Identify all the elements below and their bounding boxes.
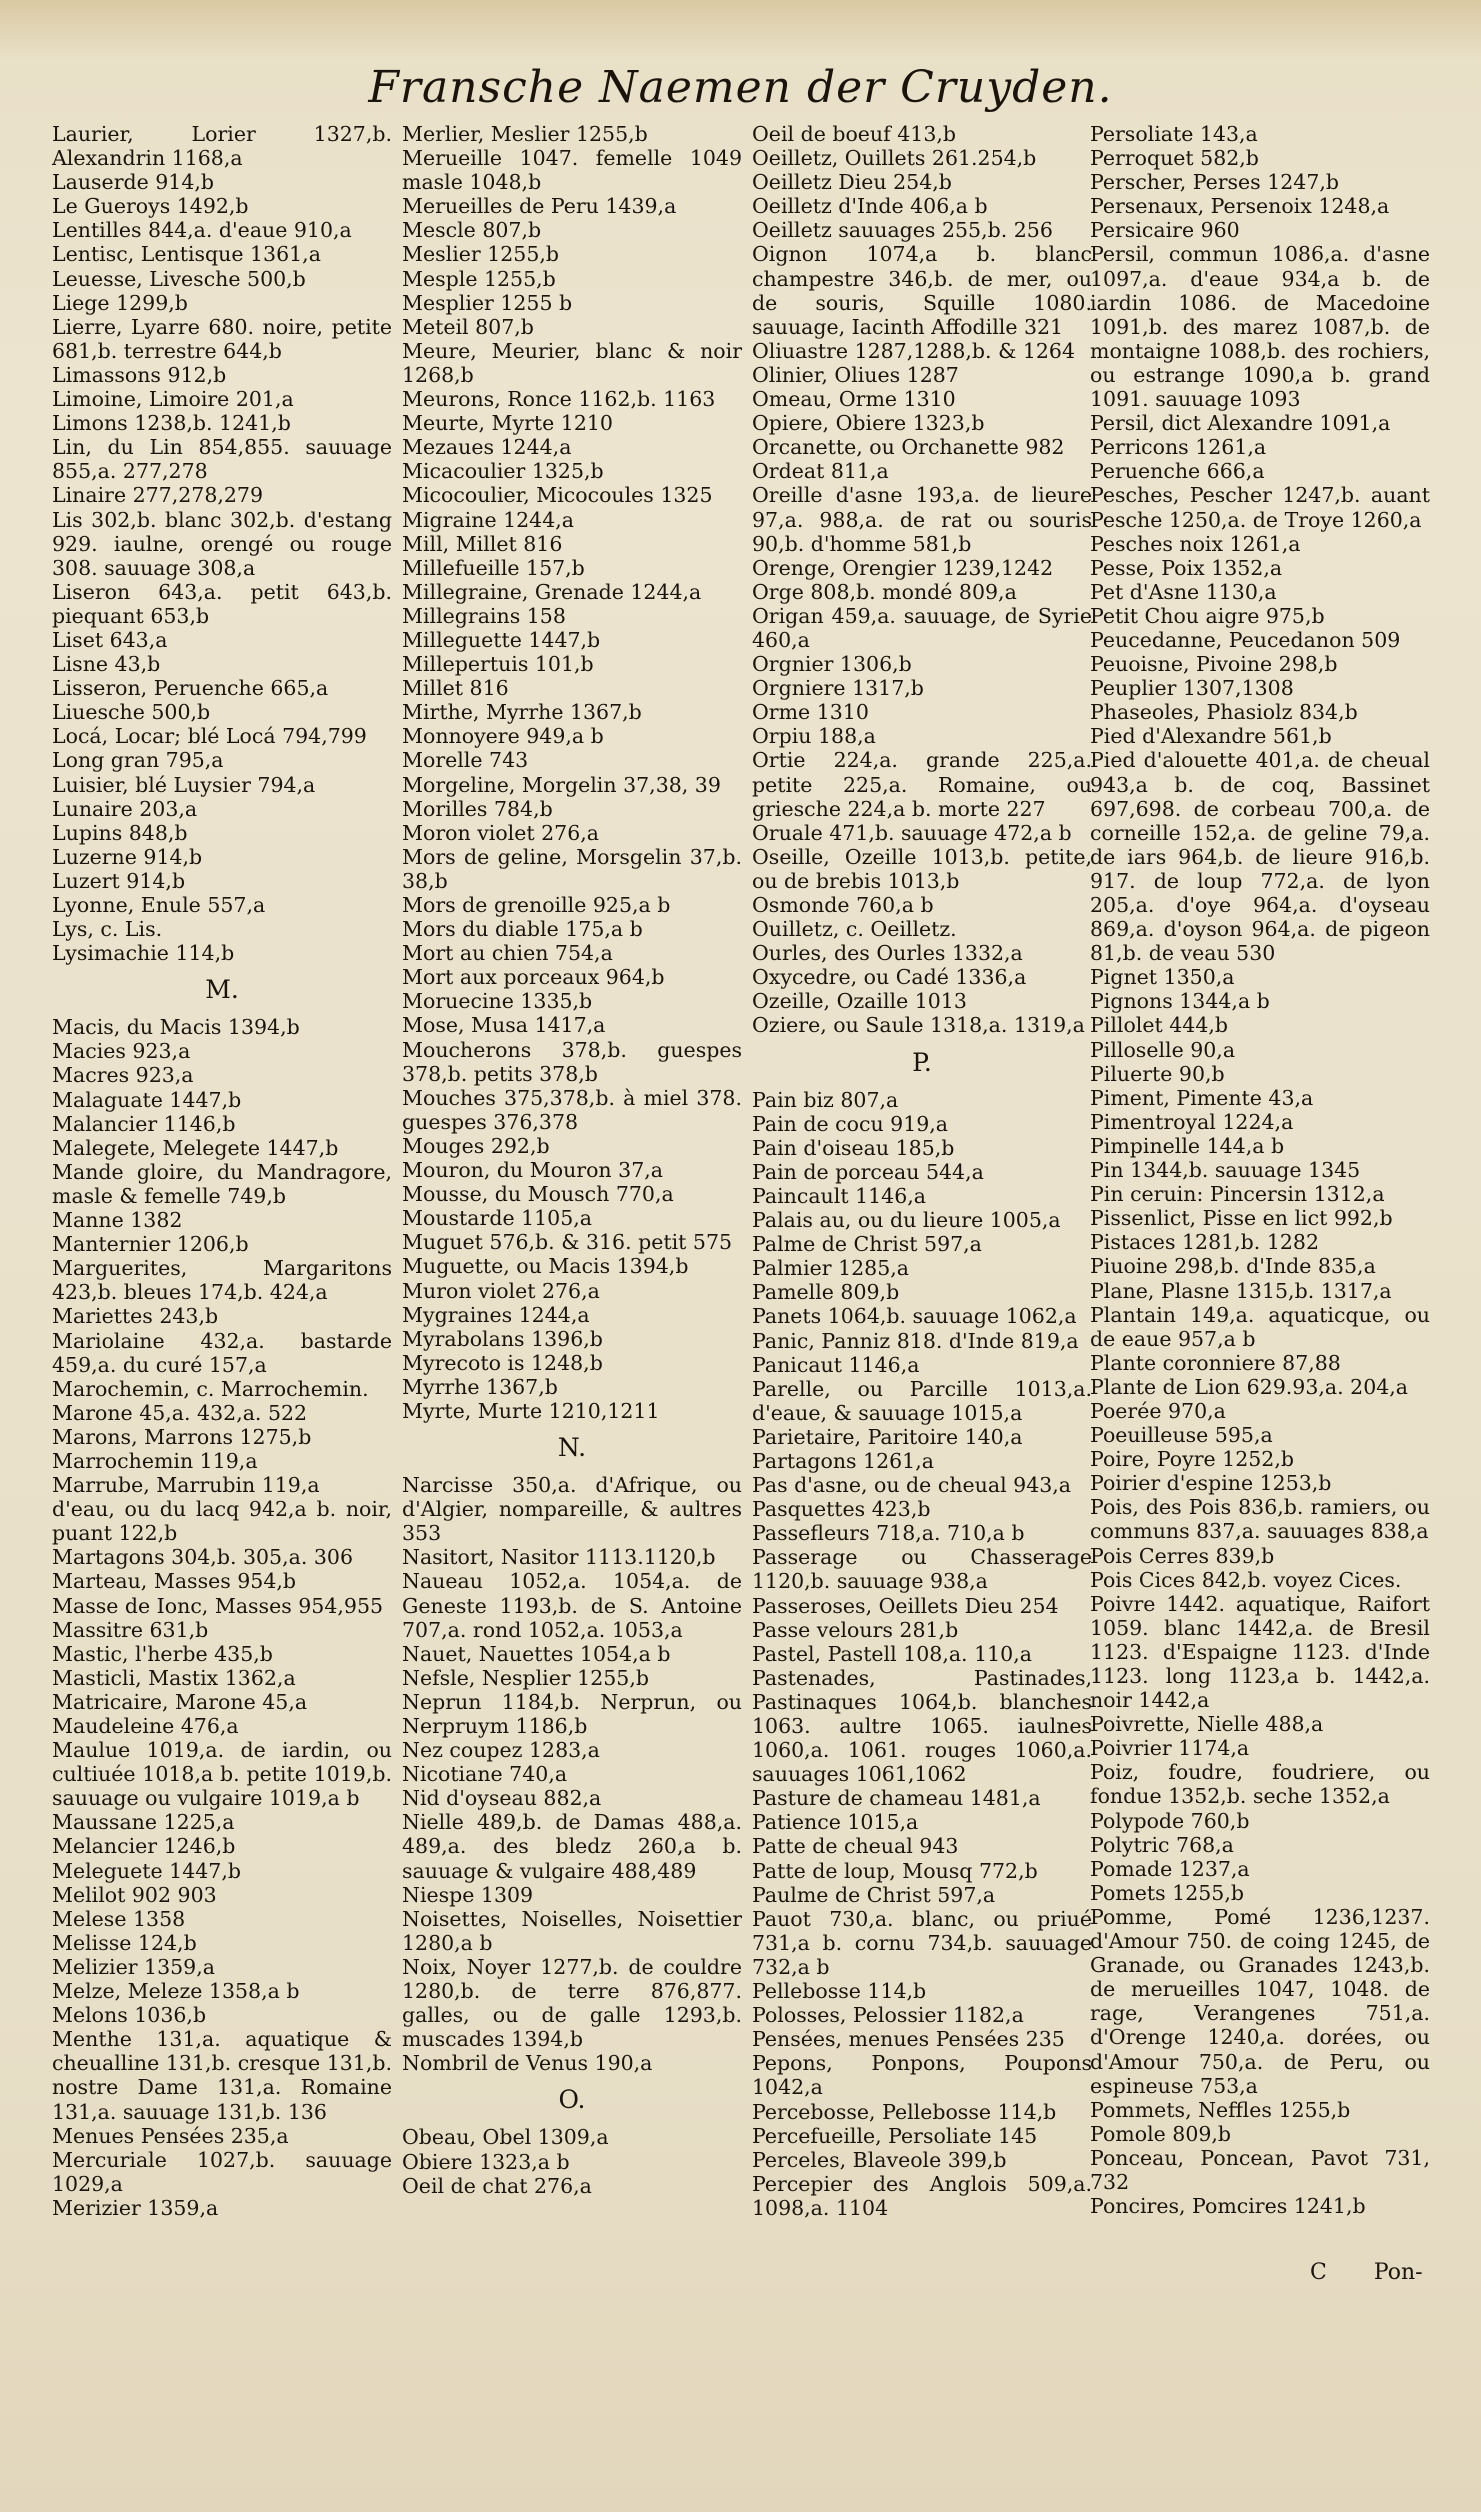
index-entry: Pasture de chameau 1481,a bbox=[752, 1786, 1041, 1811]
column-2 bbox=[402, 122, 742, 2198]
index-entry: Moustarde 1105,a bbox=[402, 1206, 592, 1231]
index-entry: Micocoulier, Micocoules 1325 bbox=[402, 483, 713, 508]
index-entry: Nauet, Nauettes 1054,a b bbox=[402, 1641, 671, 1666]
index-entry: Mouges 292,b bbox=[402, 1133, 550, 1158]
index-entry: Meteil 807,b bbox=[402, 314, 534, 339]
index-entry: Palme de Christ 597,a bbox=[752, 1232, 982, 1257]
index-entry: Merueilles de Peru 1439,a bbox=[402, 194, 677, 219]
index-entry: Orme 1310 bbox=[752, 700, 869, 725]
index-entry: Mauluе 1019,a. de iardin, ou cultiuée 1018,a b. petite 1019,b. sauuage ou vulgaire 1019,a b bbox=[52, 1738, 392, 1811]
index-entry: Persicaire 960 bbox=[1090, 218, 1240, 243]
index-entry: Merizier 1359,a bbox=[52, 2195, 219, 2220]
index-entry: d'eau, ou du lacq 942,a b. noir, puant 122,b bbox=[52, 1497, 392, 1546]
index-entry: Migraine 1244,a bbox=[402, 507, 575, 532]
index-entry: Limons 1238,b. 1241,b bbox=[52, 411, 291, 436]
index-entry: Marteau, Masses 954,b bbox=[52, 1569, 297, 1594]
index-entry: Laurier, Lorier 1327,b. Alexandrin 1168,a bbox=[52, 122, 392, 171]
index-entry: Mors de geline, Morsgelin 37,b. 38,b bbox=[402, 844, 742, 893]
section-letter: P. bbox=[912, 1047, 932, 1077]
index-entry: Passerage ou Chasserage 1120,b. sauuage 938,a bbox=[752, 1545, 1092, 1594]
index-entry: Lysimachie 114,b bbox=[52, 941, 235, 966]
index-entry: Lyonne, Enule 557,a bbox=[52, 893, 266, 917]
index-entry: Palais au, ou du lieure 1005,a bbox=[752, 1208, 1061, 1233]
index-entry: Perricons 1261,a bbox=[1090, 435, 1267, 460]
index-entry: Pain d'oiseau 185,b bbox=[752, 1135, 955, 1160]
index-entry: Pin 1344,b. sauuage 1345 bbox=[1090, 1158, 1361, 1183]
index-entry: Masticli, Mastix 1362,a bbox=[52, 1665, 296, 1690]
index-entry: Menues Pensées 235,a bbox=[52, 2123, 289, 2148]
index-entry: Macis, du Macis 1394,b bbox=[52, 1015, 300, 1040]
index-entry: Poirier d'espine 1253,b bbox=[1090, 1471, 1332, 1496]
index-entry: Moucherons 378,b. guespes 378,b. petits 378,b bbox=[402, 1037, 742, 1086]
index-entry: Percefueille, Persoliate 145 bbox=[752, 2123, 1038, 2148]
index-entry: Persil, commun 1086,a. d'asne 1097,a. d'eaue 934,a b. de iardin 1086. de Macedoine 1091,b. des marez 1087,b. de montaigne 1088,b. des rochiers, ou estrange 1090,a b. grand 1091. sauuage 1093 bbox=[1090, 242, 1430, 412]
index-entry: Oseille, Ozeille 1013,b. petite, ou de brebis 1013,b bbox=[752, 844, 1092, 893]
index-entry: Piment, Pimente 43,a bbox=[1090, 1085, 1314, 1110]
index-entry: Mesple 1255,b bbox=[402, 266, 556, 291]
index-entry: Obiere 1323,a b bbox=[402, 2149, 570, 2174]
index-entry: Pellebosse 114,b bbox=[752, 1979, 927, 2004]
index-entry: Macres 923,a bbox=[52, 1063, 194, 1088]
index-entry: Poerée 970,a bbox=[1090, 1398, 1226, 1423]
index-entry: Mouches 375,378,b. à miel 378. guespes 376,378 bbox=[402, 1085, 742, 1134]
index-entry: Lis 302,b. blanc 302,b. d'estang 929. iaulne, orengé ou rouge 308. sauuage 308,a bbox=[52, 507, 392, 580]
index-entry: Limassons 912,b bbox=[52, 362, 227, 387]
index-entry: Pesse, Poix 1352,a bbox=[1090, 555, 1283, 580]
catchword: Pon- bbox=[1373, 2260, 1423, 2285]
index-entry: Pomme, Pomé 1236,1237. d'Amour 750. de coing 1245, de Granade, ou Granades 1243,b. de merueilles 1047, 1048. de rage, Verangenes 751,a. d'Orenge 1240,a. dorées, ou d'Amour 750,a. de Peru, ou espineuse 753,a bbox=[1090, 1904, 1430, 2098]
index-entry: Polosses, Pelossier 1182,a bbox=[752, 2003, 1024, 2028]
index-entry: Merlier, Meslier 1255,b bbox=[402, 122, 648, 146]
index-entry: Mirthe, Myrrhe 1367,b bbox=[402, 700, 642, 725]
index-entry: Menthe 131,a. aquatique & cheualline 131,b. cresque 131,b. nostre Dame 131,a. Romaine 131,a. sauuage 131,b. 136 bbox=[52, 2027, 392, 2124]
index-entry: Passe velours 281,b bbox=[752, 1617, 959, 1642]
index-entry: Manne 1382 bbox=[52, 1208, 183, 1233]
index-entry: Obeau, Obel 1309,a bbox=[402, 2125, 609, 2150]
index-entry: Persoliate 143,a bbox=[1090, 122, 1258, 146]
index-entry: Pommets, Neffles 1255,b bbox=[1090, 2097, 1351, 2122]
index-entry: Omeau, Orme 1310 bbox=[752, 387, 956, 412]
index-entry: Pet d'Asne 1130,a bbox=[1090, 579, 1277, 604]
index-entry: Pied d'Alexandre 561,b bbox=[1090, 724, 1332, 749]
index-entry: Lierre, Lyarre 680. noire, petite 681,b. terrestre 644,b bbox=[52, 314, 392, 363]
index-entry: Osmonde 760,a b bbox=[752, 893, 934, 917]
index-entry: Noisettes, Noiselles, Noisettier 1280,a b bbox=[402, 1906, 742, 1955]
index-entry: Pain de cocu 919,a bbox=[752, 1111, 949, 1136]
index-entry: Percepier des Anglois 509,a. 1098,a. 1104 bbox=[752, 2171, 1092, 2220]
index-entry: Nefsle, Nesplier 1255,b bbox=[402, 1665, 649, 1690]
index-entry: Oignon 1074,a b. blanc champestre 346,b. de mer, ou de souris, Squille 1080. sauuage, Iacinth Affodille 321 bbox=[752, 242, 1092, 339]
index-entry: Lys, c. Lis. bbox=[52, 917, 163, 942]
index-entry: Melisse 124,b bbox=[52, 1930, 197, 1955]
index-entry: Ouilletz, c. Oeilletz. bbox=[752, 917, 957, 942]
index-entry: Patte de loup, Mousq 772,b bbox=[752, 1858, 1038, 1883]
index-entry: Locá, Locar; blé Locá 794,799 bbox=[52, 724, 367, 749]
index-entry: Matricaire, Marone 45,a bbox=[52, 1689, 308, 1714]
index-entry: Mors du diable 175,a b bbox=[402, 917, 643, 942]
index-entry: Long gran 795,a bbox=[52, 748, 224, 773]
index-entry: Piluerte 90,b bbox=[1090, 1061, 1225, 1086]
index-entry: Plante coronniere 87,88 bbox=[1090, 1350, 1341, 1375]
signature-mark: C bbox=[1310, 2260, 1327, 2285]
index-entry: Oreille d'asne 193,a. de lieure 97,a. 988,a. de rat ou souris 90,b. d'homme 581,b bbox=[752, 483, 1092, 556]
index-entry: Perscher, Perses 1247,b bbox=[1090, 170, 1340, 195]
index-entry: Oruale 471,b. sauuage 472,a b bbox=[752, 820, 1072, 845]
index-entry: Liuesche 500,b bbox=[52, 700, 211, 725]
index-entry: Poiz, foudre, foudriere, ou fondue 1352,b. seche 1352,a bbox=[1090, 1760, 1430, 1809]
index-entry: Mors de grenoille 925,a b bbox=[402, 893, 671, 917]
index-entry: Luisier, blé Luysier 794,a bbox=[52, 772, 316, 797]
index-entry: Mort aux porceaux 964,b bbox=[402, 965, 665, 990]
index-entry: Macies 923,a bbox=[52, 1039, 191, 1064]
index-entry: Limoine, Limoire 201,a bbox=[52, 387, 294, 412]
index-entry: Poivrier 1174,a bbox=[1090, 1736, 1250, 1761]
index-entry: Masse de Ionc, Masses 954,955 bbox=[52, 1593, 384, 1618]
index-entry: Pomets 1255,b bbox=[1090, 1880, 1244, 1905]
index-entry: Micacoulier 1325,b bbox=[402, 459, 604, 484]
index-entry: Monnoyere 949,a b bbox=[402, 724, 604, 749]
index-entry: Myrrhe 1367,b bbox=[402, 1374, 558, 1399]
index-entry: Pas d'asne, ou de cheual 943,a bbox=[752, 1473, 1072, 1498]
index-entry: Pin ceruin: Pincersin 1312,a bbox=[1090, 1182, 1385, 1207]
catchword-line bbox=[1270, 2260, 1423, 2285]
index-entry: Partagons 1261,a bbox=[752, 1448, 934, 1473]
index-entry: Pain biz 807,a bbox=[752, 1087, 899, 1112]
index-entry: Marrube, Marrubin 119,a bbox=[52, 1473, 320, 1498]
index-entry: Pesches noix 1261,a bbox=[1090, 531, 1301, 556]
index-entry: Myrte, Murte 1210,1211 bbox=[402, 1398, 660, 1423]
index-entry: Pignons 1344,a b bbox=[1090, 989, 1270, 1014]
index-entry: Mouron, du Mouron 37,a bbox=[402, 1158, 663, 1183]
index-entry: Ourles, des Ourles 1332,a bbox=[752, 941, 1023, 966]
index-entry: Oxycedre, ou Cadé 1336,a bbox=[752, 965, 1027, 990]
index-entry: Mescle 807,b bbox=[402, 218, 542, 243]
index-entry: Pois Cerres 839,b bbox=[1090, 1543, 1275, 1568]
index-entry: Poire, Poyre 1252,b bbox=[1090, 1447, 1294, 1472]
index-entry: Pistaces 1281,b. 1282 bbox=[1090, 1230, 1319, 1255]
index-entry: Mercuriale 1027,b. sauuage 1029,a bbox=[52, 2147, 392, 2196]
index-entry: Marone 45,a. 432,a. 522 bbox=[52, 1400, 308, 1425]
index-entry: Plante de Lion 629.93,a. 204,a bbox=[1090, 1374, 1409, 1399]
index-entry: Pain de porceau 544,a bbox=[752, 1159, 984, 1184]
index-entry: Myrecoto is 1248,b bbox=[402, 1350, 603, 1375]
index-entry: Peucedanne, Peucedanon 509 bbox=[1090, 627, 1401, 652]
index-entry: Pauot 730,a. blanc, ou priué 731,a b. cornu 734,b. sauuage 732,a b bbox=[752, 1906, 1092, 1979]
index-entry: Leuesse, Livesche 500,b bbox=[52, 266, 306, 291]
index-entry: Pimpinelle 144,a b bbox=[1090, 1133, 1285, 1158]
index-entry: Millepertuis 101,b bbox=[402, 652, 594, 677]
index-entry: Morelle 743 bbox=[402, 748, 529, 773]
index-entry: Pissenlict, Pisse en lict 992,b bbox=[1090, 1206, 1393, 1231]
index-entry: Malaguate 1447,b bbox=[52, 1087, 242, 1112]
index-entry: Pepons, Ponpons, Poupons 1042,a bbox=[752, 2051, 1092, 2100]
index-entry: Lisne 43,b bbox=[52, 652, 161, 677]
index-entry: Oeil de chat 276,a bbox=[402, 2173, 592, 2198]
index-entry: Massitre 631,b bbox=[52, 1617, 209, 1642]
index-entry: Ponceau, Poncean, Pavot 731, 732 bbox=[1090, 2145, 1430, 2194]
index-entry: Oeilletz d'Inde 406,a b bbox=[752, 194, 988, 219]
index-entry: Panicaut 1146,a bbox=[752, 1352, 920, 1377]
index-entry: Polytric 768,a bbox=[1090, 1832, 1234, 1857]
index-entry: Nielle 489,b. de Damas 488,a. 489,a. des bledz 260,a b. sauuage & vulgaire 488,489 bbox=[402, 1810, 742, 1883]
index-entry: Mastic, l'herbe 435,b bbox=[52, 1641, 273, 1666]
index-entry: Millegrains 158 bbox=[402, 603, 566, 628]
index-entry: Mande gloire, du Mandragore, masle & femelle 749,b bbox=[52, 1159, 392, 1208]
index-entry: Luzert 914,b bbox=[52, 868, 186, 893]
index-entry: Paincault 1146,a bbox=[752, 1183, 926, 1208]
index-entry: Mousse, du Mousch 770,a bbox=[402, 1182, 674, 1207]
column-1 bbox=[52, 122, 392, 2220]
index-entry: Luzerne 914,b bbox=[52, 844, 203, 869]
index-entry: Pastenades, Pastinades, Pastinaques 1064,b. blanches 1063. aultre 1065. iaulnes 1060,a. 1061. rouges 1060,a. sauuages 1061,1062 bbox=[752, 1665, 1092, 1787]
index-entry: Parelle, ou Parcille 1013,a. d'eaue, & sauuage 1015,a bbox=[752, 1376, 1092, 1425]
index-entry: Passefleurs 718,a. 710,a b bbox=[752, 1521, 1025, 1546]
index-entry: Marons, Marrons 1275,b bbox=[52, 1424, 312, 1449]
index-entry: Orgniere 1317,b bbox=[752, 676, 924, 701]
index-entry: Maussane 1225,a bbox=[52, 1810, 235, 1835]
index-entry: Lupins 848,b bbox=[52, 820, 188, 845]
index-entry: Marrochemin 119,a bbox=[52, 1448, 258, 1473]
index-entry: Oeilletz, Ouillets 261.254,b bbox=[752, 146, 1037, 171]
index-entry: Persil, dict Alexandre 1091,a bbox=[1090, 411, 1391, 436]
index-entry: Oeilletz Dieu 254,b bbox=[752, 170, 952, 195]
column-3 bbox=[752, 122, 1092, 2220]
index-entry: Muron violet 276,a bbox=[402, 1278, 600, 1303]
index-entry: Patience 1015,a bbox=[752, 1810, 919, 1835]
index-entry: Melancier 1246,b bbox=[52, 1834, 236, 1859]
index-entry: Olinier, Oliues 1287 bbox=[752, 362, 959, 387]
index-entry: Meurons, Ronce 1162,b. 1163 bbox=[402, 387, 716, 412]
index-entry: Morilles 784,b bbox=[402, 796, 553, 821]
index-entry: Phaseoles, Phasiolz 834,b bbox=[1090, 700, 1358, 725]
index-entry: Polypode 760,b bbox=[1090, 1808, 1250, 1833]
index-entry: Liege 1299,b bbox=[52, 290, 188, 315]
index-entry: Malancier 1146,b bbox=[52, 1111, 236, 1136]
index-entry: Mort au chien 754,a bbox=[402, 941, 613, 966]
index-entry: Niespe 1309 bbox=[402, 1882, 534, 1907]
index-entry: Panets 1064,b. sauuage 1062,a bbox=[752, 1304, 1077, 1329]
index-entry: Noix, Noyer 1277,b. de couldre 1280,b. de terre 876,877. galles, ou de galle 1293,b. muscades 1394,b bbox=[402, 1954, 742, 2052]
index-entry: Narcisse 350,a. d'Afrique, ou d'Algier, nompareille, & aultres 353 bbox=[402, 1473, 742, 1546]
index-entry: Melese 1358 bbox=[52, 1906, 186, 1931]
index-entry: Panic, Panniz 818. d'Inde 819,a bbox=[752, 1328, 1079, 1353]
index-entry: Morgeline, Morgelin 37,38, 39 bbox=[402, 772, 721, 797]
index-entry: Linaire 277,278,279 bbox=[52, 483, 264, 508]
index-entry: Mariettes 243,b bbox=[52, 1304, 219, 1329]
index-entry: Lentisc, Lentisque 1361,a bbox=[52, 242, 321, 267]
index-entry: Patte de cheual 943 bbox=[752, 1834, 959, 1859]
index-entry: Poivrette, Nielle 488,a bbox=[1090, 1712, 1324, 1737]
index-entry: Pignet 1350,a bbox=[1090, 965, 1235, 990]
index-entry: Peuplier 1307,1308 bbox=[1090, 676, 1294, 701]
index-entry: Meure, Meurier, blanc & noir 1268,b bbox=[402, 338, 742, 387]
index-entry: Merueille 1047. femelle 1049 masle 1048,b bbox=[402, 146, 742, 195]
index-entry: Mygraines 1244,a bbox=[402, 1302, 590, 1327]
index-entry: Oeil de boeuf 413,b bbox=[752, 122, 957, 146]
index-entry: Pastel, Pastell 108,a. 110,a bbox=[752, 1641, 1032, 1666]
index-entry: Le Gueroys 1492,b bbox=[52, 194, 249, 219]
index-entry: Oziere, ou Saule 1318,a. 1319,a bbox=[752, 1013, 1085, 1038]
index-entry: Oeilletz sauuages 255,b. 256 bbox=[752, 218, 1053, 243]
index-entry: Meslier 1255,b bbox=[402, 242, 560, 267]
index-entry: Liseron 643,a. petit 643,b. piequant 653,b bbox=[52, 579, 392, 628]
index-entry: Nicotiane 740,a bbox=[402, 1762, 568, 1787]
index-entry: Meleguete 1447,b bbox=[52, 1858, 241, 1883]
index-entry: Maudeleine 476,a bbox=[52, 1714, 239, 1738]
index-entry: Poncires, Pomcires 1241,b bbox=[1090, 2194, 1366, 2219]
index-entry: Opiere, Obiere 1323,b bbox=[752, 411, 985, 436]
index-entry: Myrabolans 1396,b bbox=[402, 1326, 603, 1351]
index-entry: Pied d'alouette 401,a. de cheual 943,a b. de coq, Bassinet 697,698. de corbeau 700,a. de corneille 152,a. de geline 79,a. de iars 964,b. de lieure 916,b. 917. de loup 772,a. de lyon 205,a. d'oye 964,a. d'oyseau 869,a. d'oyson 964,a. de pigeon 81,b. de veau 530 bbox=[1090, 748, 1430, 966]
index-entry: Nombril de Venus 190,a bbox=[402, 2051, 653, 2076]
index-entry: Plantain 149,a. aquaticque, ou de eaue 957,a b bbox=[1090, 1302, 1430, 1351]
index-entry: Malegete, Melegete 1447,b bbox=[52, 1135, 339, 1160]
index-entry: Ozeille, Ozaille 1013 bbox=[752, 989, 967, 1014]
index-entry: Lisseron, Peruenche 665,a bbox=[52, 676, 329, 701]
index-entry: Muguette, ou Macis 1394,b bbox=[402, 1254, 689, 1279]
index-entry: Persenaux, Persenoix 1248,a bbox=[1090, 194, 1390, 219]
index-entry: Poeuilleuse 595,a bbox=[1090, 1423, 1273, 1448]
index-entry: Pesches, Pescher 1247,b. auant Pesche 1250,a. de Troye 1260,a bbox=[1090, 483, 1430, 532]
index-entry: Peuoisne, Pivoine 298,b bbox=[1090, 652, 1338, 677]
index-entry: Lunaire 203,a bbox=[52, 796, 198, 821]
index-entry: Pois, des Pois 836,b. ramiers, ou communs 837,a. sauuages 838,a bbox=[1090, 1495, 1430, 1544]
index-entry: Nez coupez 1283,a bbox=[402, 1738, 600, 1763]
index-entry: Mose, Musa 1417,a bbox=[402, 1013, 606, 1038]
index-entry: Mesplier 1255 b bbox=[402, 290, 573, 315]
column-4 bbox=[1090, 122, 1430, 2218]
index-entry: Ortie 224,a. grande 225,a. petite 225,a. Romaine, ou griesche 224,a b. morte 227 bbox=[752, 748, 1092, 821]
index-entry: Paulme de Christ 597,a bbox=[752, 1882, 996, 1907]
index-entry: Neprun 1184,b. Nerprun, ou Nerpruym 1186,b bbox=[402, 1689, 742, 1738]
index-entry: Piuoine 298,b. d'Inde 835,a bbox=[1090, 1254, 1376, 1279]
index-entry: Parietaire, Paritoire 140,a bbox=[752, 1424, 1023, 1449]
index-entry: Oliuastre 1287,1288,b. & 1264 bbox=[752, 338, 1076, 363]
section-letter: O. bbox=[558, 2085, 586, 2115]
index-entry: Pomole 809,b bbox=[1090, 2121, 1232, 2146]
index-entry: Mariolaine 432,a. bastarde 459,a. du curé 157,a bbox=[52, 1328, 392, 1377]
index-entry: Orcanette, ou Orchanette 982 bbox=[752, 435, 1065, 460]
index-entry: Manternier 1206,b bbox=[52, 1232, 249, 1257]
index-entry: Perceles, Blaveole 399,b bbox=[752, 2147, 1007, 2172]
index-entry: Nasitort, Nasitor 1113.1120,b bbox=[402, 1545, 716, 1570]
index-entry: Pensées, menues Pensées 235 bbox=[752, 2027, 1065, 2052]
index-entry: Plane, Plasne 1315,b. 1317,a bbox=[1090, 1278, 1392, 1303]
index-entry: Melze, Meleze 1358,a b bbox=[52, 1979, 300, 2004]
index-entry: Naueau 1052,a. 1054,a. de Geneste 1193,b. de S. Antoine 707,a. rond 1052,a. 1053,a bbox=[402, 1569, 742, 1642]
section-letter: N. bbox=[557, 1433, 587, 1463]
index-entry: Ordeat 811,a bbox=[752, 459, 889, 484]
index-entry: Pilloselle 90,a bbox=[1090, 1037, 1236, 1062]
index-entry: Pois Cices 842,b. voyez Cices. bbox=[1090, 1567, 1402, 1592]
index-entry: Passeroses, Oeillets Dieu 254 bbox=[752, 1593, 1059, 1618]
index-entry: Percebosse, Pellebosse 114,b bbox=[752, 2099, 1057, 2124]
index-entry: Perroquet 582,b bbox=[1090, 146, 1259, 171]
index-entry: Melizier 1359,a bbox=[52, 1954, 215, 1979]
index-entry: Melilot 902 903 bbox=[52, 1882, 217, 1907]
index-entry: Origan 459,a. sauuage, de Syrie 460,a bbox=[752, 603, 1092, 652]
index-entry: Millegraine, Grenade 1244,a bbox=[402, 579, 702, 604]
section-letter: M. bbox=[205, 975, 239, 1005]
index-entry: Palmier 1285,a bbox=[752, 1256, 910, 1281]
index-entry: Pomade 1237,a bbox=[1090, 1856, 1250, 1881]
index-entry: Pamelle 809,b bbox=[752, 1280, 900, 1305]
index-entry: Moron violet 276,a bbox=[402, 820, 599, 845]
index-entry: Peruenche 666,a bbox=[1090, 459, 1265, 484]
index-entry: Mezaues 1244,a bbox=[402, 435, 572, 460]
index-entry: Poivre 1442. aquatique, Raifort 1059. blanc 1442,a. de Bresil 1123. d'Espaigne 1123. d'Inde 1123. long 1123,a b. 1442,a. noir 1442,a bbox=[1090, 1591, 1430, 1713]
index-entry: Melons 1036,b bbox=[52, 2003, 207, 2028]
index-entry: Lentilles 844,a. d'eaue 910,a bbox=[52, 218, 352, 243]
index-entry: Muguet 576,b. & 316. petit 575 bbox=[402, 1230, 733, 1255]
index-entry: Liset 643,a bbox=[52, 627, 168, 652]
index-entry: Petit Chou aigre 975,b bbox=[1090, 603, 1325, 628]
index-entry: Mill, Millet 816 bbox=[402, 531, 563, 556]
index-entry: Lin, du Lin 854,855. sauuage 855,a. 277,278 bbox=[52, 435, 392, 484]
index-entry: Orgnier 1306,b bbox=[752, 652, 912, 677]
index-entry: Millet 816 bbox=[402, 676, 509, 701]
index-entry: Lauserde 914,b bbox=[52, 170, 215, 195]
index-entry: Orenge, Orengier 1239,1242 bbox=[752, 555, 1054, 580]
index-entry: Meurte, Myrte 1210 bbox=[402, 411, 613, 436]
index-entry: Marochemin, c. Marrochemin. bbox=[52, 1376, 369, 1401]
index-entry: Millefueille 157,b bbox=[402, 555, 585, 580]
index-entry: Pimentroyal 1224,a bbox=[1090, 1109, 1294, 1134]
index-entry: Orge 808,b. mondé 809,a bbox=[752, 579, 1017, 604]
index-entry: Milleguette 1447,b bbox=[402, 627, 601, 652]
index-entry: Moruecine 1335,b bbox=[402, 989, 593, 1014]
index-entry: Pasquettes 423,b bbox=[752, 1497, 931, 1522]
index-entry: Orpiu 188,a bbox=[752, 724, 876, 749]
page-title: Fransche Naemen der Cruyden. bbox=[368, 62, 1113, 113]
index-entry: Pillolet 444,b bbox=[1090, 1013, 1229, 1038]
index-entry: Nid d'oyseau 882,a bbox=[402, 1786, 602, 1811]
index-entry: Marguerites, Margaritons 423,b. bleues 174,b. 424,a bbox=[52, 1256, 392, 1305]
index-entry: Martagons 304,b. 305,a. 306 bbox=[52, 1545, 354, 1570]
